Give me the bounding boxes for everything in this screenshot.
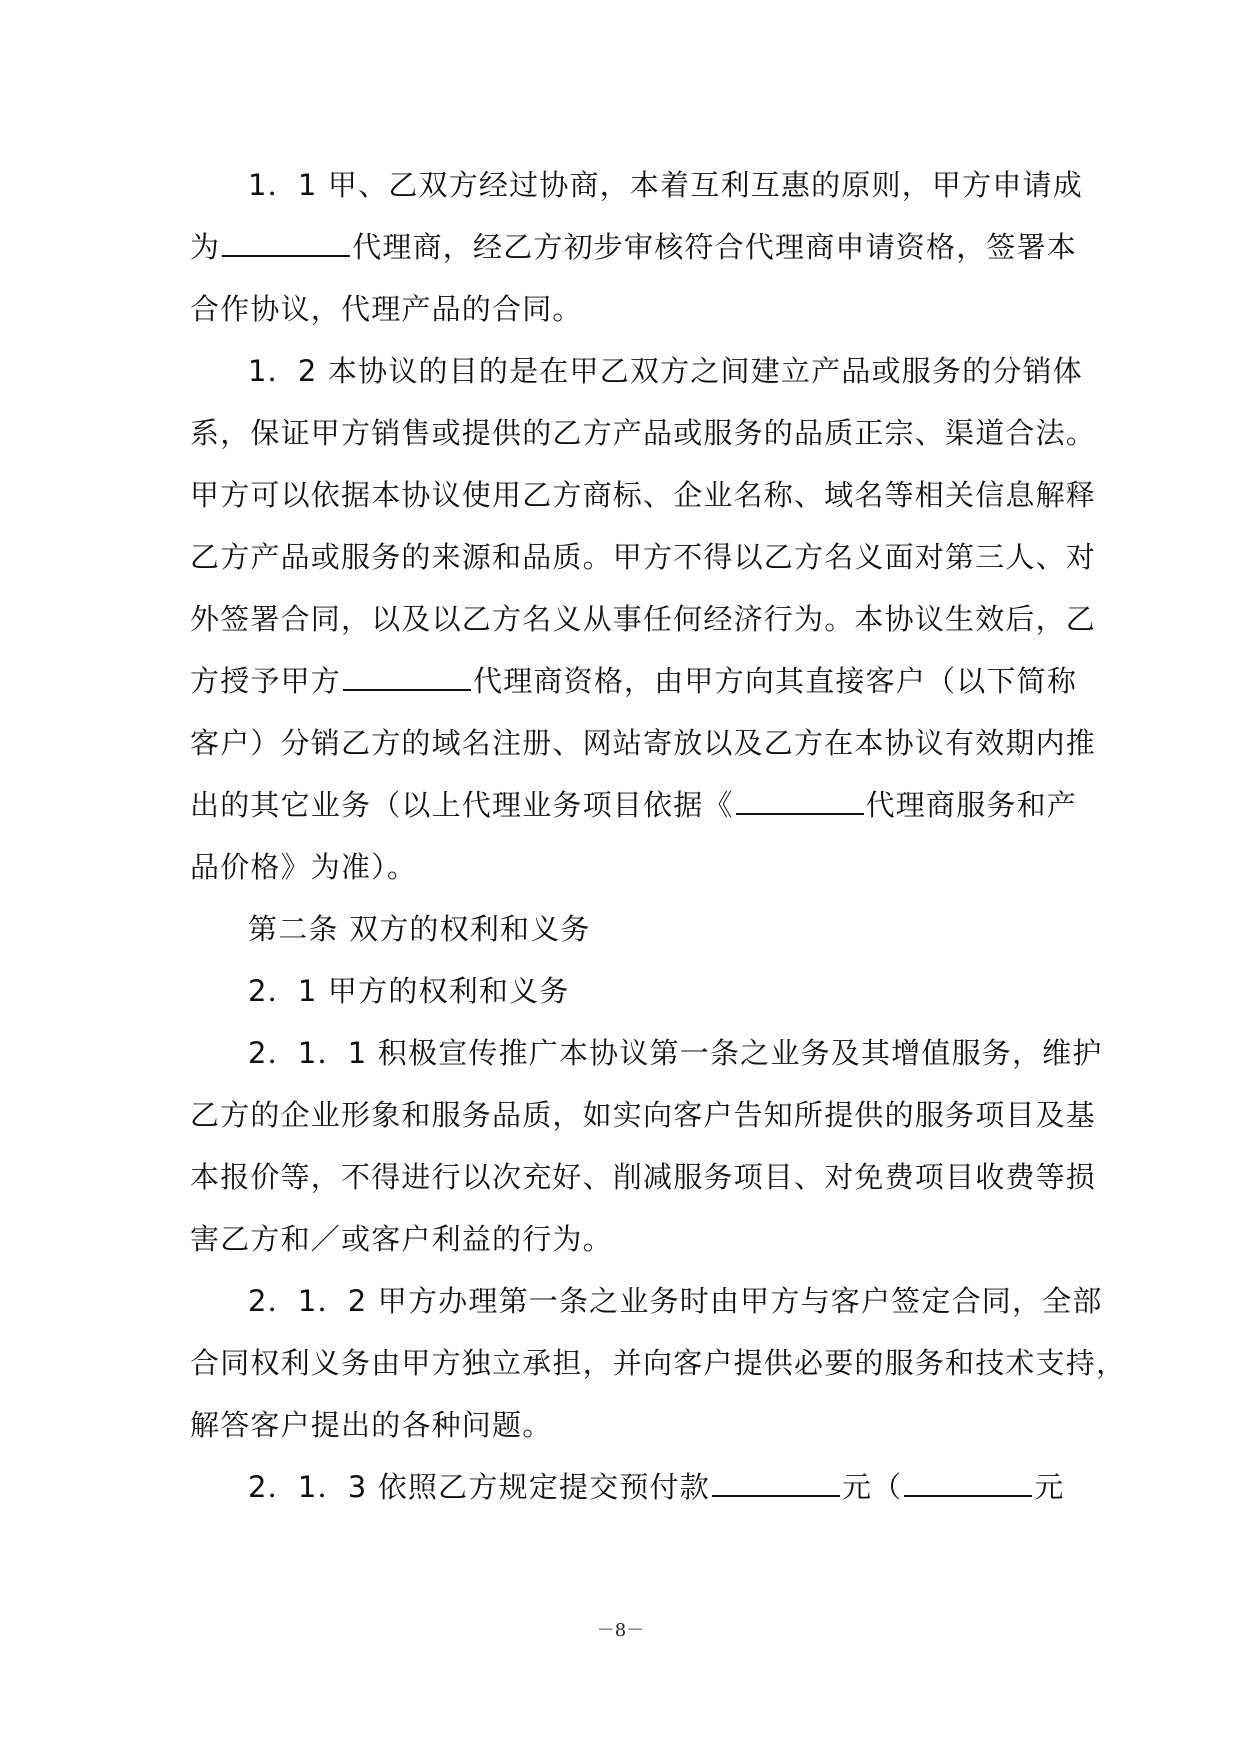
paragraph-line: 乙方产品或服务的来源和品质。甲方不得以乙方名义面对第三人、对 xyxy=(190,540,1097,574)
paragraph-line: 合同权利义务由甲方独立承担，并向客户提供必要的服务和技术支持， xyxy=(190,1346,1127,1380)
paragraph-line: 品价格》为准）。 xyxy=(190,850,418,884)
page-number: －8－ xyxy=(596,1620,645,1641)
paragraph-line: 方授予甲方 代理商资格，由甲方向其直接客户（以下简称 xyxy=(190,664,1078,698)
paragraph-line: 系，保证甲方销售或提供的乙方产品或服务的品质正宗、渠道合法。 xyxy=(190,416,1097,450)
paragraph-line: 出的其它业务（以上代理业务项目依据《 代理商服务和产 xyxy=(190,788,1078,822)
paragraph-line: 为 代理商，经乙方初步审核符合代理商申请资格，签署本 xyxy=(190,230,1078,264)
paragraph-line: 1．2 本协议的目的是在甲乙双方之间建立产品或服务的分销体 xyxy=(248,354,1083,388)
paragraph-line: 2．1．3 依照乙方规定提交预付款 元（ 元 xyxy=(248,1470,1065,1504)
paragraph-line: 解答客户提出的各种问题。 xyxy=(190,1408,553,1442)
paragraph-line: 外签署合同，以及以乙方名义从事任何经济行为。本协议生效后，乙 xyxy=(190,602,1097,636)
paragraph-line: 本报价等，不得进行以次充好、削减服务项目、对免费项目收费等损 xyxy=(190,1160,1097,1194)
fill-in-blank xyxy=(736,789,864,815)
paragraph-line: 客户）分销乙方的域名注册、网站寄放以及乙方在本协议有效期内推 xyxy=(190,726,1097,760)
paragraph-line: 甲方可以依据本协议使用乙方商标、企业名称、域名等相关信息解释 xyxy=(190,478,1097,512)
fill-in-blank xyxy=(222,231,350,257)
fill-in-blank xyxy=(712,1471,840,1497)
contract-body xyxy=(190,154,1127,1518)
paragraph-line: 2．1．2 甲方办理第一条之业务时由甲方与客户签定合同，全部 xyxy=(248,1284,1103,1318)
paragraph-line: 合作协议，代理产品的合同。 xyxy=(190,292,583,326)
fill-in-blank xyxy=(343,665,471,691)
paragraph-line: 害乙方和／或客户利益的行为。 xyxy=(190,1222,613,1256)
paragraph-line: 2．1．1 积极宣传推广本协议第一条之业务及其增值服务，维护 xyxy=(248,1036,1103,1070)
fill-in-blank xyxy=(904,1471,1032,1497)
subsection-heading: 2．1 甲方的权利和义务 xyxy=(248,974,570,1008)
section-heading: 第二条 双方的权利和义务 xyxy=(248,912,591,946)
paragraph-line: 1．1 甲、乙双方经过协商，本着互利互惠的原则，甲方申请成 xyxy=(248,168,1083,202)
paragraph-line: 乙方的企业形象和服务品质，如实向客户告知所提供的服务项目及基 xyxy=(190,1098,1097,1132)
